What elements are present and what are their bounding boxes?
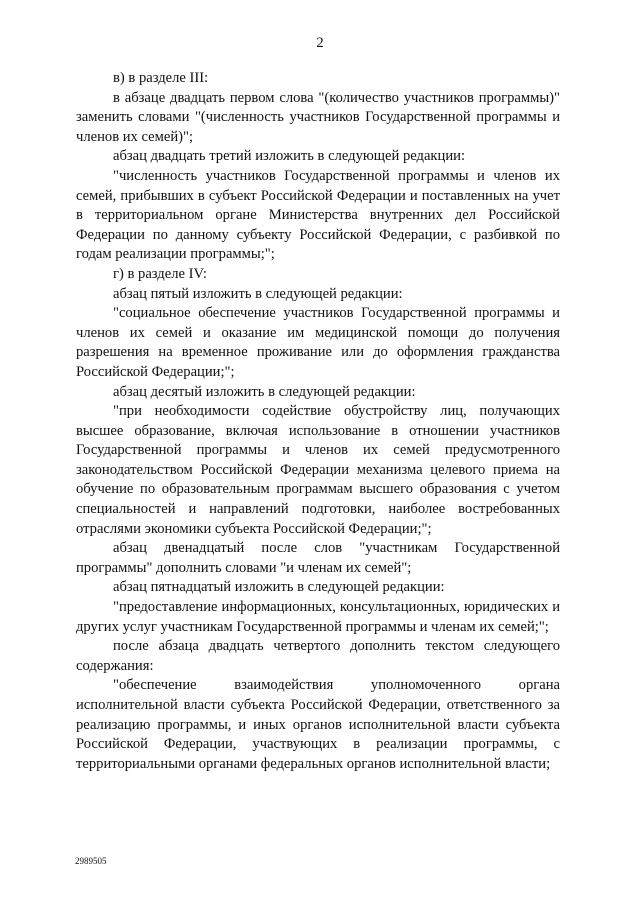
document-code: 2989505 xyxy=(75,856,107,866)
paragraph-amendment-15-text: "предоставление информационных, консультационных, юридических и других услуг участникам Государственной программы и членам их семей;"; xyxy=(76,599,560,635)
page-number: 2 xyxy=(316,35,324,51)
paragraph-section-4-heading: г) в разделе IV: xyxy=(113,265,207,282)
paragraph-amendment-12: абзац двенадцатый после слов "участникам Государственной программы" дополнить словами "и членам их семей"; xyxy=(76,540,560,576)
paragraph-amendment-15-intro: абзац пятнадцатый изложить в следующей редакции: xyxy=(113,579,445,596)
paragraph-section-3-heading: в) в разделе III: xyxy=(113,70,209,86)
paragraph-amendment-5-text: "социальное обеспечение участников Государственной программы и членов их семей и оказание им медицинской помощи до получения разрешения на временное проживание или до оформления гражданства Российской Федерации;"; xyxy=(76,305,560,380)
paragraph-amendment-5-intro: абзац пятый изложить в следующей редакции: xyxy=(113,285,403,302)
document-body xyxy=(76,69,560,774)
paragraph-addition-24-text: "обеспечение взаимодействия уполномоченного органа исполнительной власти субъекта Российской Федерации, ответственного за реализацию программы, и иных органов исполнительной власти субъекта Российской Федерации, участвующих в реализации программы, с территориальными органами федеральных органов исполнительной власти; xyxy=(76,677,560,772)
paragraph-amendment-23-intro: абзац двадцать третий изложить в следующей редакции: xyxy=(113,148,466,165)
paragraph-addition-24-intro: после абзаца двадцать четвертого дополнить текстом следующего содержания: xyxy=(76,638,560,674)
paragraph-amendment-23-text: "численность участников Государственной программы и членов их семей, прибывших в субъект Российской Федерации и поставленных на учет в территориальном органе Министерства внутренних дел Российской Федерации по данному субъекту Российской Федерации, с разбивкой по годам реализации программы;"; xyxy=(76,167,560,263)
paragraph-amendment-10-intro: абзац десятый изложить в следующей редакции: xyxy=(113,383,416,400)
paragraph-amendment-10-text: "при необходимости содействие обустройству лиц, получающих высшее образование, включая использование в отношении участников Государственной программы и членов их семей предусмотренного законодательством Российской Федерации механизма целевого приема на обучение по образовательным программам высшего образования с учетом специальностей и направлений подготовки, наиболее востребованных отраслями экономики субъекта Российской Федерации;"; xyxy=(76,403,560,537)
paragraph-amendment-21: в абзаце двадцать первом слова "(количество участников программы)" заменить словами "(численность участников Государственной программы и членов их семей)"; xyxy=(76,89,560,145)
